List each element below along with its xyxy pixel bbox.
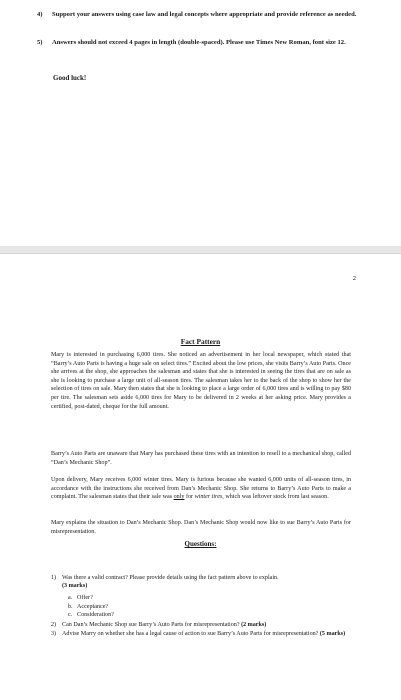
sub-question bbox=[68, 603, 108, 611]
page-number: 2 bbox=[352, 275, 356, 282]
fact-paragraph: Barry’s Auto Parts are unaware that Mary has purchased these tires with an intention to resell to a mechanical shop, called “Dan’s Mechanic Shop”. bbox=[51, 451, 351, 466]
paragraph-text: for bbox=[184, 494, 195, 501]
instruction-text: Answers should not exceed 4 pages in length (double-spaced). Please use Times New Roman, font size 12. bbox=[52, 39, 346, 46]
question-item bbox=[51, 630, 356, 638]
page-separator bbox=[0, 246, 401, 253]
sub-question bbox=[68, 594, 93, 602]
question-text: Advise Marry on whether she has a legal cause of action to sue Barry’s Auto Parts for misrepresentation? bbox=[62, 631, 319, 637]
fact-paragraph: Mary explains the situation to Dan’s Mechanic Shop. Dan’s Mechanic Shop would now like to sue Barry’s Auto Parts for misrepresentation. bbox=[51, 520, 351, 535]
emphasis-text: winter tires bbox=[194, 494, 223, 501]
question-marks: (3 marks) bbox=[62, 583, 88, 590]
sub-question-letter: a. bbox=[68, 595, 73, 601]
sub-question-letter: c. bbox=[68, 612, 73, 618]
instruction-text: Support your answers using case law and legal concepts where appropriate and provide reference as needed. bbox=[52, 11, 357, 18]
sub-question-text: Offer? bbox=[77, 595, 93, 601]
question-item bbox=[51, 621, 356, 629]
sub-question bbox=[68, 611, 114, 619]
fact-pattern-heading: Fact Pattern bbox=[180, 337, 221, 346]
fact-paragraph: Mary is interested in purchasing 6,000 tires. She noticed an advertisement in her local newspaper, which stated that “Barry’s Auto Parts is having a huge sale on select tires.” Excited about the low prices, she visits Barry’s Auto Parts. Once she arrives at the shop, she approaches the salesman and states that she is interested in seeing the tires that are on sale as she is looking to purchase a large unit of all-season tires. The salesman takes her to the back of the shop to show her the selection of tires on sale. Mary then states that she is looking to place a large order of 6,000 tires and is willing to pay $80 per tire. The salesman sets aside 6,000 tires for Mary to be delivered in 2 weeks at her asking price. Mary provides a certified, post-dated, cheque for the full amount. bbox=[51, 352, 351, 410]
instruction-number: 5) bbox=[37, 39, 43, 46]
closing-text: Good luck! bbox=[53, 74, 87, 82]
questions-heading: Questions: bbox=[184, 540, 217, 548]
question-number: 3) bbox=[51, 631, 57, 637]
document-page-1 bbox=[0, 0, 401, 246]
question-text: Was there a valid contract? Please provide details using the fact pattern above to explain. bbox=[62, 575, 279, 581]
instruction-item bbox=[37, 10, 371, 19]
question-marks: (5 marks) bbox=[319, 631, 346, 637]
question-number: 2) bbox=[51, 622, 57, 628]
question-text: Can Dan’s Mechanic Shop sue Barry’s Auto Parts for misrepresentation? bbox=[62, 622, 240, 628]
emphasis-text: only bbox=[173, 494, 185, 501]
sub-question-text: Acceptance? bbox=[77, 604, 109, 610]
sub-question-letter: b. bbox=[68, 604, 73, 610]
instruction-number: 4) bbox=[37, 11, 43, 18]
paragraph-text: Upon delivery, Mary receives 6,000 winter tires. Mary is furious because she wanted 6,000 units of all-season tires, in accordance with the instructions she received from Dan’s Mechanic Shop. She returns to Barry’s Auto Parts to make a complaint. The salesman states that their sale was bbox=[51, 477, 351, 501]
question-marks: (2 marks) bbox=[241, 622, 267, 628]
question-number: 1) bbox=[51, 575, 57, 581]
document-page-2 bbox=[0, 253, 401, 700]
paragraph-text: , which was leftover stock from last season. bbox=[222, 494, 329, 501]
sub-question-text: Consideration? bbox=[77, 612, 114, 618]
fact-paragraph bbox=[51, 476, 351, 502]
question-item bbox=[51, 574, 356, 591]
instruction-item bbox=[37, 38, 371, 47]
